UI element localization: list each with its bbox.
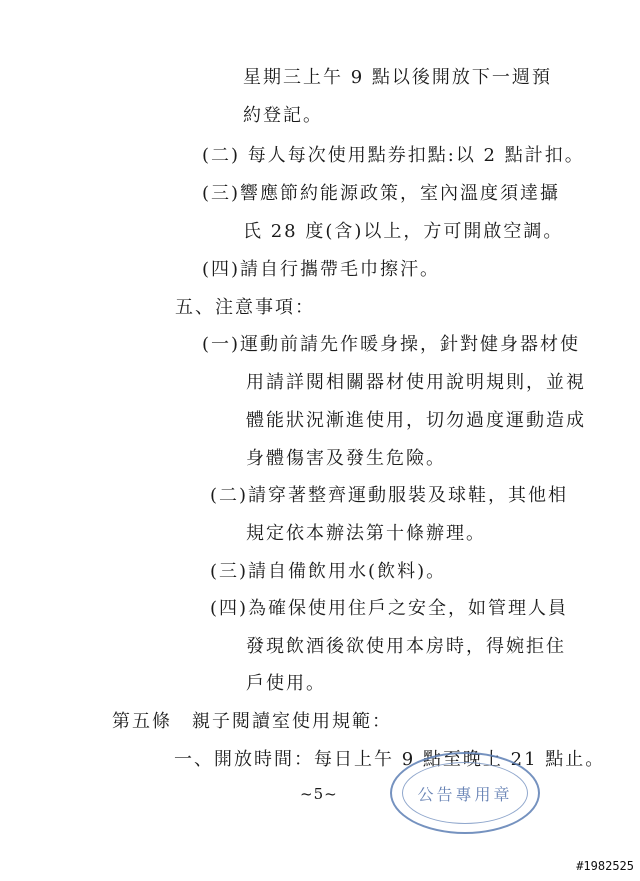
text-line: 一、開放時間：每日上午 9 點至晚上 21 點止。 [174,749,606,770]
page-number: ~5~ [300,785,338,803]
text-line: (一)運動前請先作暖身操，針對健身器材使 [202,334,581,355]
text-line: (四)為確保使用住戶之安全，如管理人員 [210,598,569,619]
section-heading: 五、注意事項： [175,297,315,318]
seal-text: 公告專用章 [417,785,513,804]
document-serial: #1982525 [576,859,634,873]
text-line: 用請詳閱相關器材使用說明規則，並視 [246,372,586,393]
text-line: 體能狀況漸進使用，切勿過度運動造成 [246,410,586,431]
text-line: (二) 每人每次使用點券扣點:以 2 點計扣。 [202,145,585,166]
text-line: 氏 28 度(含)以上，方可開啟空調。 [243,221,564,242]
text-line: 身體傷害及發生危險。 [246,448,446,469]
text-line: 發現飲酒後欲使用本房時，得婉拒住 [246,636,566,657]
article-heading: 第五條 親子閱讀室使用規範： [112,711,392,732]
text-line: 約登記。 [243,105,323,126]
text-line: 規定依本辦法第十條辦理。 [246,523,486,544]
text-line: (三)響應節約能源政策，室內溫度須達攝 [202,183,561,204]
text-line: 戶使用。 [246,673,326,694]
text-line: (四)請自行攜帶毛巾擦汗。 [202,259,441,280]
text-line: 星期三上午 9 點以後開放下一週預 [243,67,552,88]
text-line: (三)請自備飲用水(飲料)。 [210,561,447,582]
official-seal-stamp [390,752,540,834]
text-line: (二)請穿著整齊運動服裝及球鞋，其他相 [210,485,569,506]
